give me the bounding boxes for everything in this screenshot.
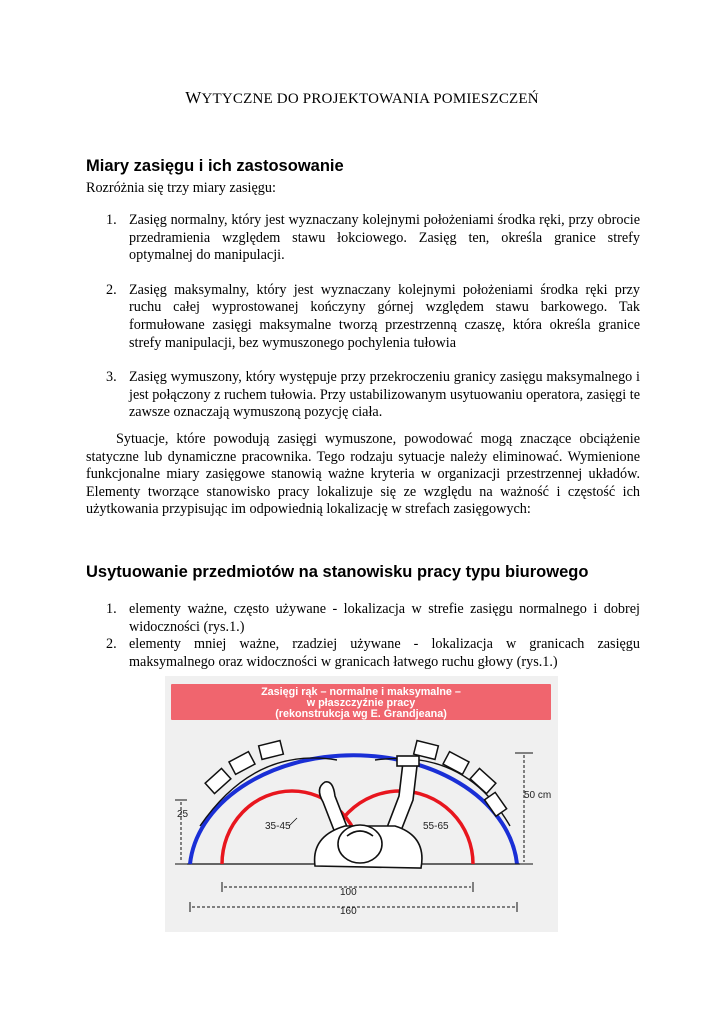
banner-line-3: (rekonstrukcja wg E. Grandjeana) — [275, 708, 447, 720]
section-intro: Rozróżnia się trzy miary zasięgu: — [86, 180, 276, 196]
list-item — [100, 212, 640, 265]
list-text: Zasięg maksymalny, który jest wyznaczany kolejnymi położeniami środka ręki przy ruchu całej wyprostowanej kończyny górnej względem stawu barkowego. Tak formułowane zasięgi maksymalne tworzą przestrzenną czaszę, która określa granice strefy manipulacji, bez wymuszonego pochylenia tułowia — [129, 281, 640, 351]
label-25: 25 — [177, 809, 189, 820]
title-rest: YTYCZNE DO PROJEKTOWANIA POMIESZCZEŃ — [201, 91, 539, 107]
hand-positions-right — [414, 741, 507, 817]
title-initial: W — [185, 88, 202, 107]
list-item — [100, 636, 640, 671]
body-paragraph: Sytuacje, które powodują zasięgi wymuszone, powodować mogą znaczące obciążenie statyczne lub dynamiczne pracownika. Tego rodzaju sytuacje należy eliminować. Wymienione funkcjonalne miary zasięgowe stanowią ważne kryteria w organizacji przestrzennej układów. Elementy tworzące stanowisko pracy lokalizuje się ze względu na ważność i częstość ich użytkowania przypisując im odpowiednią lokalizację w strefach zasięgowych: — [86, 431, 640, 518]
hand-segment — [205, 768, 231, 793]
reach-types-list — [100, 212, 640, 422]
list-number: 1. — [106, 212, 117, 228]
hand-segment — [259, 741, 284, 760]
list-item — [100, 369, 640, 422]
reach-diagram — [165, 676, 558, 932]
list-text: Zasięg wymuszony, który występuje przy przekroczeniu granicy zasięgu maksymalnego i jest połączony z ruchem tułowia. Przy ustabilizowanym usytuowaniu operatora, zasięgi te zawsze oznaczają wymuszoną pozycję ciała. — [129, 369, 640, 421]
right-hand — [397, 756, 419, 766]
section-heading-reach: Miary zasięgu i ich zastosowanie — [86, 157, 344, 175]
dim-50cm — [515, 753, 533, 864]
list-text: Zasięg normalny, który jest wyznaczany kolejnymi położeniami środka ręki, przy obrocie przedramienia względem stawu łokciowego. Zasięg ten, określa granice strefy optymalnej do manipulacji. — [129, 212, 640, 264]
banner-line-2: w płaszczyźnie pracy — [306, 697, 416, 709]
label-50cm: 50 cm — [524, 790, 552, 801]
list-number: 1. — [106, 601, 117, 617]
section-heading-office: Usytuowanie przedmiotów na stanowisku pracy typu biurowego — [86, 563, 589, 581]
list-number: 3. — [106, 369, 117, 386]
document-title — [0, 88, 724, 108]
list-number: 2. — [106, 636, 117, 653]
list-item — [100, 282, 640, 352]
hand-segment — [470, 768, 496, 793]
label-55-65: 55-65 — [423, 821, 449, 832]
hand-segment — [229, 752, 255, 775]
list-text: elementy ważne, często używane - lokalizacja w strefie zasięgu normalnego i dobrej widoczności (rys.1.) — [129, 601, 640, 635]
reach-zones-figure — [165, 676, 558, 932]
label-35-45: 35-45 — [265, 821, 291, 832]
list-number: 2. — [106, 281, 117, 298]
list-item — [100, 601, 640, 636]
placement-list — [100, 601, 640, 671]
hand-segment — [443, 752, 469, 775]
list-text: elementy mniej ważne, rzadziej używane - lokalizacja w granicach zasięgu maksymalnego oraz widoczności w granicach łatwego ruchu głowy (rys.1.) — [129, 636, 640, 670]
banner-line-1: Zasięgi rąk – normalne i maksymalne – — [261, 686, 461, 698]
label-100: 100 — [340, 887, 357, 898]
operator-figure — [315, 756, 422, 868]
outer-reach-curve-left — [200, 758, 337, 826]
label-160: 160 — [340, 906, 357, 917]
